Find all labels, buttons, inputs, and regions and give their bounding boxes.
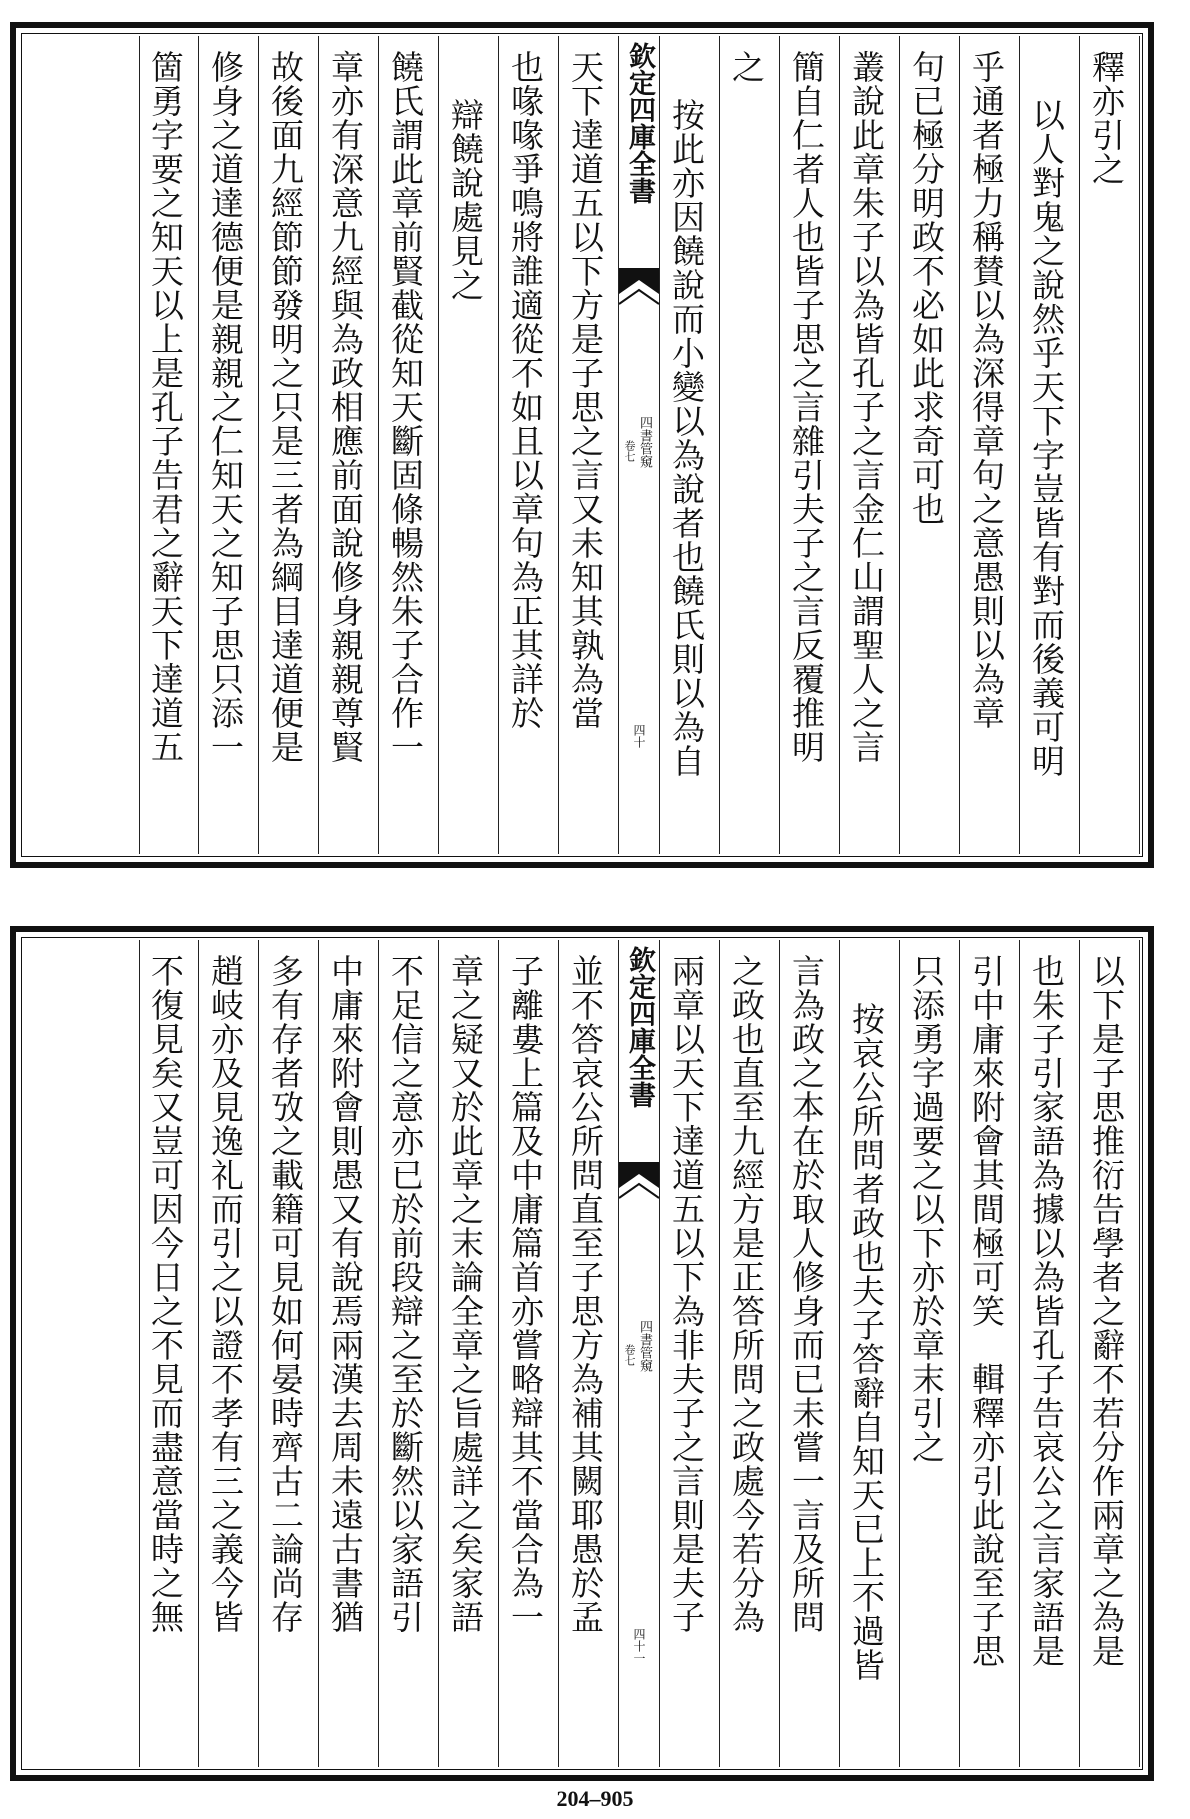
column-text: 不足信之意亦已於前段辯之至於斷然以家語引: [386, 954, 425, 1634]
column-text: 引中庸來附會其間極可笑 輯釋亦引此說至子思: [967, 954, 1006, 1668]
column-text: 並不答哀公所問直至子思方為補其闕耶愚於孟: [566, 954, 605, 1634]
column-text: 釋亦引之: [1087, 50, 1126, 186]
text-column: [559, 940, 619, 1767]
column-text: 簡自仁者人也皆子思之言雜引夫子之言反覆推明: [787, 50, 826, 764]
column-text: 子離婁上篇及中庸篇首亦嘗略辯其不當合為一: [506, 954, 545, 1634]
column-text: 以下是子思推衍告學者之辭不若分作兩章之為是: [1087, 954, 1126, 1668]
text-column: [139, 940, 199, 1767]
text-column: [660, 940, 720, 1767]
column-text: 故後面九經節節發明之只是三者為綱目達道便是: [266, 50, 305, 764]
upper-page-columns: [24, 36, 1140, 854]
text-column: [960, 940, 1020, 1767]
spine-book-title: 四書管窺: [637, 416, 652, 468]
text-column: [499, 940, 559, 1767]
center-spine: [619, 36, 660, 854]
spine-volume: 卷七: [623, 1344, 636, 1366]
column-text: 章亦有深意九經與為政相應前面說修身親親尊賢: [326, 50, 365, 764]
text-column: [199, 940, 259, 1767]
column-text: 兩章以天下達道五以下為非夫子之言則是夫子: [667, 954, 706, 1634]
column-text: 趙岐亦及見逸礼而引之以證不孝有三之義今皆: [206, 954, 245, 1634]
column-text: 乎通者極力稱賛以為深得章句之意愚則以為章: [967, 50, 1006, 730]
column-text: 也喙喙爭鳴將誰適從不如且以章句為正其詳於: [506, 50, 545, 730]
column-text: 饒氏謂此章前賢截從知天斷固條暢然朱子合作一: [386, 50, 425, 764]
column-text: 也朱子引家語為據以為皆孔子告哀公之言家語是: [1027, 954, 1066, 1668]
column-text: 言為政之本在於取人修身而已未嘗一言及所問: [787, 954, 826, 1634]
text-column: [960, 36, 1020, 854]
center-spine: [619, 940, 660, 1767]
text-column: [1020, 36, 1080, 854]
lower-page-columns: [24, 940, 1140, 1767]
column-text: 多有存者攷之載籍可見如何晏時齊古二論尚存: [266, 954, 305, 1634]
fishtail-mark-icon: [619, 1158, 659, 1208]
column-text: 之政也直至九經方是正答所問之政處今若分為: [727, 954, 766, 1634]
text-column: [439, 940, 499, 1767]
spine-leaf-number: 四十一: [632, 1628, 646, 1664]
column-text: 天下達道五以下方是子思之言又未知其孰為當: [566, 50, 605, 730]
text-column: [780, 940, 840, 1767]
column-text: 箇勇字要之知天以上是孔子告君之辭天下達道五: [146, 50, 185, 764]
spine-collection-title: 欽定四庫全書: [624, 946, 655, 1108]
text-column: [499, 36, 559, 854]
spine-leaf-number: 四十: [632, 724, 646, 748]
text-column: [900, 36, 960, 854]
column-text: 中庸來附會則愚又有說焉兩漢去周未遠古書猶: [326, 954, 365, 1634]
column-text: 叢說此章朱子以為皆孔子之言金仁山謂聖人之言: [847, 50, 886, 764]
text-column: [559, 36, 619, 854]
text-column: [319, 36, 379, 854]
text-column: [139, 36, 199, 854]
column-text: 只添勇字過要之以下亦於章末引之: [907, 954, 946, 1464]
text-column: [319, 940, 379, 1767]
text-column: [660, 36, 720, 854]
spine-collection-title: 欽定四庫全書: [624, 42, 655, 204]
text-column: [840, 940, 900, 1767]
page-number-footer: 204–905: [556, 1786, 634, 1811]
column-text: 以人對鬼之說然乎天下字豈皆有對而後義可明: [1027, 98, 1066, 778]
text-column: [720, 940, 780, 1767]
spine-book-title: 四書管窺: [637, 1320, 652, 1372]
column-text: 按此亦因饒說而小變以為說者也饒氏則以為自: [667, 98, 706, 778]
text-column: [1080, 36, 1140, 854]
column-text: 辯饒說處見之: [446, 98, 485, 302]
column-text: 之: [727, 50, 766, 84]
column-text: 句已極分明政不必如此求奇可也: [907, 50, 946, 526]
column-text: 修身之道達德便是親親之仁知天之知子思只添一: [206, 50, 245, 764]
text-column: [199, 36, 259, 854]
text-column: [1020, 940, 1080, 1767]
column-text: 不復見矣又豈可因今日之不見而盡意當時之無: [146, 954, 185, 1634]
spine-volume: 卷七: [623, 440, 636, 462]
text-column: [1080, 940, 1140, 1767]
text-column: [780, 36, 840, 854]
text-column: [259, 36, 319, 854]
text-column: [259, 940, 319, 1767]
lower-book-page: [10, 926, 1154, 1781]
text-column: [840, 36, 900, 854]
column-text: 按哀公所問者政也夫子答辭自知天已上不過皆: [847, 1002, 886, 1682]
upper-book-page: [10, 22, 1154, 868]
text-column: [379, 36, 439, 854]
text-column: [720, 36, 780, 854]
fishtail-mark-icon: [619, 264, 659, 314]
column-text: 章之疑又於此章之末論全章之旨處詳之矣家語: [446, 954, 485, 1634]
text-column: [439, 36, 499, 854]
text-column: [379, 940, 439, 1767]
text-column: [900, 940, 960, 1767]
